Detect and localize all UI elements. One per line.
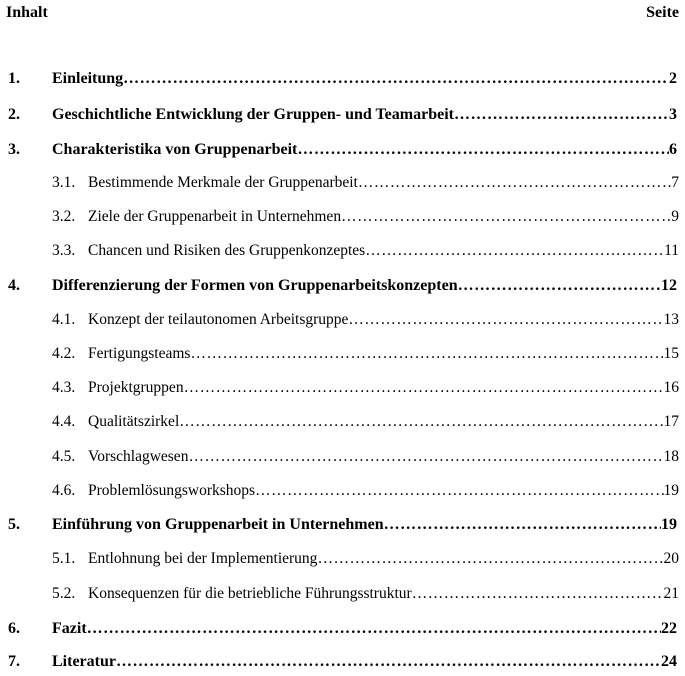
toc-entry-page: 13 (663, 311, 679, 328)
toc-entry-page: 24 (661, 653, 677, 670)
toc-heading: Inhalt (6, 4, 48, 21)
toc-entry-number: 4.6. (52, 482, 76, 499)
leader-dots (190, 345, 663, 363)
toc-entry-6[interactable] (8, 620, 677, 642)
toc-entry-number: 3. (8, 141, 20, 158)
toc-entry-number: 4.3. (52, 379, 76, 396)
toc-entry-4-6[interactable] (52, 482, 679, 504)
toc-entry-2[interactable] (8, 106, 677, 128)
toc-entry-title: Chancen und Risiken des Gruppenkonzeptes (88, 242, 366, 259)
leader-dots (458, 277, 661, 295)
toc-entry-3-2[interactable] (52, 208, 679, 230)
toc-entry-title: Literatur (52, 653, 116, 670)
leader-dots (297, 141, 669, 159)
toc-entry-number: 6. (8, 620, 20, 637)
leader-dots (348, 311, 663, 329)
toc-entry-page: 9 (671, 208, 679, 225)
toc-entry-title: Ziele der Gruppenarbeit in Unternehmen (88, 208, 342, 225)
toc-entry-4-4[interactable] (52, 413, 679, 435)
toc-entry-title: Konsequenzen für die betriebliche Führungsstruktur (88, 585, 412, 602)
toc-entry-number: 4.5. (52, 448, 76, 465)
toc-entry-4-2[interactable] (52, 345, 679, 367)
toc-entry-page: 11 (664, 242, 679, 259)
toc-entry-title: Fazit (52, 620, 87, 637)
leader-dots (365, 242, 664, 260)
leader-dots (184, 379, 664, 397)
toc-entry-title: Projektgruppen (88, 379, 184, 396)
toc-entry-page: 2 (669, 70, 677, 87)
toc-entry-title: Bestimmende Merkmale der Gruppenarbeit (88, 174, 358, 191)
leader-dots (116, 653, 661, 671)
toc-entry-page: 16 (663, 379, 679, 396)
toc-entry-3-3[interactable] (52, 242, 679, 264)
toc-entry-title: Einführung von Gruppenarbeit in Unternehmen (52, 516, 384, 533)
toc-entry-page: 22 (661, 620, 677, 637)
toc-entry-title: Differenzierung der Formen von Gruppenarbeitskonzepten (52, 277, 458, 294)
toc-entry-number: 3.1. (52, 174, 76, 191)
toc-entry-page: 12 (661, 277, 677, 294)
toc-entry-page: 17 (663, 413, 679, 430)
toc-entry-page: 3 (669, 106, 677, 123)
toc-entry-number: 4.2. (52, 345, 76, 362)
toc-entry-4-5[interactable] (52, 448, 679, 470)
leader-dots (87, 620, 661, 638)
toc-entry-page: 7 (671, 174, 679, 191)
leader-dots (317, 550, 663, 568)
toc-entry-5-1[interactable] (52, 550, 679, 572)
toc-entry-page: 21 (663, 585, 679, 602)
toc-entry-7[interactable] (8, 653, 677, 675)
leader-dots (384, 516, 661, 534)
toc-entry-page: 20 (663, 550, 679, 567)
toc-entry-number: 3.3. (52, 242, 76, 259)
toc-entry-5[interactable] (8, 516, 677, 538)
toc-entry-page: 19 (663, 482, 679, 499)
toc-entry-title: Geschichtliche Entwicklung der Gruppen- und Teamarbeit (52, 106, 454, 123)
toc-entry-3[interactable] (8, 141, 677, 163)
page-column-heading: Seite (646, 4, 679, 21)
leader-dots (358, 174, 671, 192)
toc-entry-number: 3.2. (52, 208, 76, 225)
leader-dots (454, 106, 669, 124)
toc-entry-page: 6 (669, 141, 677, 158)
toc-entry-number: 7. (8, 653, 20, 670)
toc-entry-number: 5.1. (52, 550, 76, 567)
toc-entry-title: Vorschlagwesen (88, 448, 189, 465)
toc-entry-title: Konzept der teilautonomen Arbeitsgruppe (88, 311, 349, 328)
toc-entry-number: 1. (8, 70, 20, 87)
toc-entry-page: 19 (661, 516, 677, 533)
toc-entry-title: Fertigungsteams (88, 345, 191, 362)
toc-entry-number: 4.4. (52, 413, 76, 430)
toc-entry-4[interactable] (8, 277, 677, 299)
leader-dots (188, 448, 663, 466)
toc-entry-number: 2. (8, 106, 20, 123)
toc-entry-page: 15 (663, 345, 679, 362)
toc-entry-1[interactable] (8, 70, 677, 92)
toc-entry-title: Entlohnung bei der Implementierung (88, 550, 318, 567)
toc-entry-number: 5.2. (52, 585, 76, 602)
toc-entry-title: Problemlösungsworkshops (88, 482, 256, 499)
leader-dots (179, 413, 663, 431)
toc-entry-3-1[interactable] (52, 174, 679, 196)
toc-entry-title: Charakteristika von Gruppenarbeit (52, 141, 298, 158)
toc-entry-page: 18 (663, 448, 679, 465)
toc-entry-5-2[interactable] (52, 585, 679, 607)
leader-dots (412, 585, 664, 603)
toc-entry-number: 4.1. (52, 311, 76, 328)
leader-dots (255, 482, 663, 500)
toc-entry-title: Qualitätszirkel (88, 413, 180, 430)
leader-dots (123, 70, 669, 88)
toc-entry-number: 5. (8, 516, 20, 533)
leader-dots (341, 208, 671, 226)
toc-entry-title: Einleitung (52, 70, 124, 87)
toc-entry-number: 4. (8, 277, 20, 294)
toc-entry-4-3[interactable] (52, 379, 679, 401)
toc-entry-4-1[interactable] (52, 311, 679, 333)
